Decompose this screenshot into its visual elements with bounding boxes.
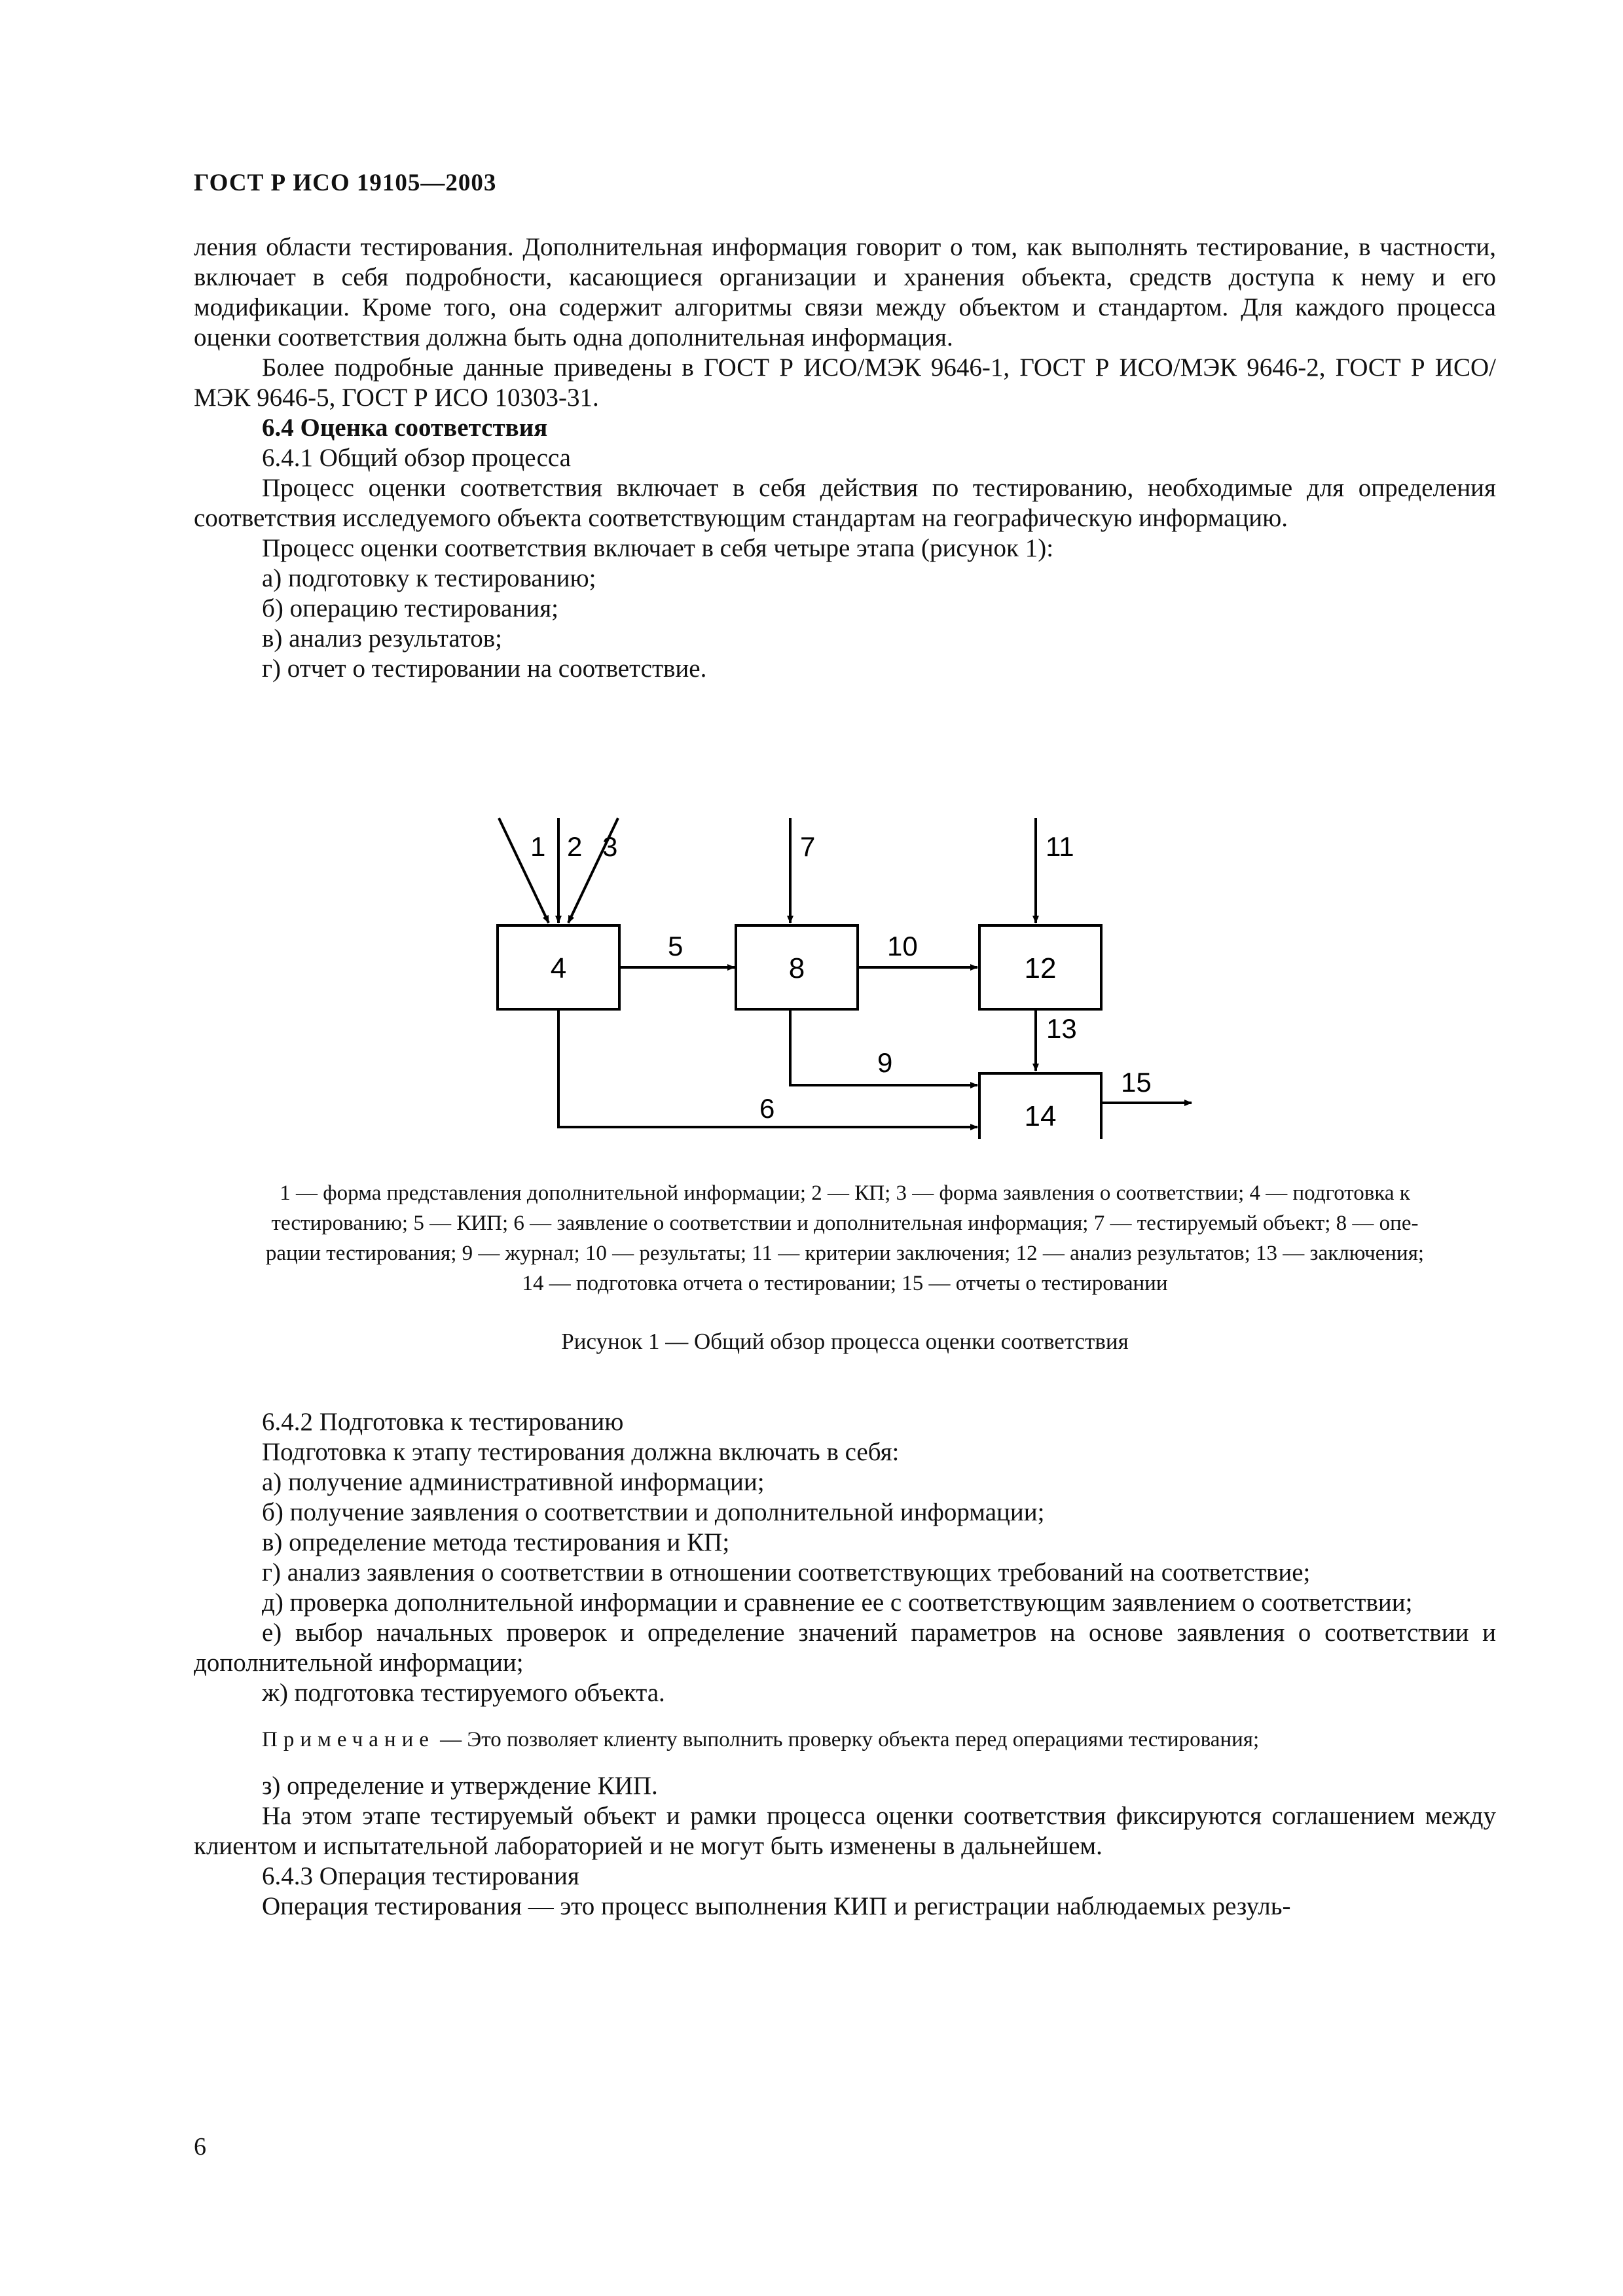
list-item: б) получение заявления о соответствии и дополнительной информации;: [262, 1498, 1045, 1526]
paragraph: Процесс оценки соответствия включает в себя четыре этапа (рисунок 1):: [262, 534, 1054, 562]
list-item: е) выбор начальных проверок и определение значений параметров на основе заявления о соответствии и дополнительной информации;: [194, 1619, 1496, 1677]
list-item: а) подготовку к тестированию;: [262, 564, 596, 592]
top-text-block: [194, 232, 1496, 684]
process-diagram: [458, 798, 1218, 1139]
list-item: в) анализ результатов;: [262, 624, 502, 653]
note-text: — Это позволяет клиенту выполнить проверку объекта перед операциями тестирования;: [434, 1728, 1260, 1751]
paragraph: На этом этапе тестируемый объект и рамки процесса оценки соответствия фиксируются соглашением между клиентом и испытательной лабораторией и не могут быть изменены в дальнейшем.: [194, 1802, 1496, 1860]
paragraph: Более подробные данные приведены в ГОСТ Р ИСО/МЭК 9646-1, ГОСТ Р ИСО/МЭК 9646-2, ГОСТ Р ИСО/МЭК 9646-5, ГОСТ Р ИСО 10303-31.: [194, 353, 1496, 412]
caption-line: 1 — форма представления дополнительной информации; 2 — КП; 3 — форма заявления о соответствии; 4 — подготовка к: [280, 1181, 1410, 1205]
label-9: 9: [877, 1047, 893, 1078]
box-14-label: 14: [1024, 1100, 1057, 1132]
caption-line: рации тестирования; 9 — журнал; 10 — результаты; 11 — критерии заключения; 12 — анализ результатов; 13 — заключения;: [265, 1242, 1425, 1265]
note: [194, 1725, 1496, 1754]
box-12-label: 12: [1024, 952, 1057, 984]
list-item: д) проверка дополнительной информации и сравнение ее с соответствующим заявлением о соответствии;: [262, 1588, 1413, 1617]
note-label: Примечание: [262, 1728, 435, 1751]
list-item: з) определение и утверждение КИП.: [262, 1772, 658, 1800]
label-13: 13: [1046, 1013, 1077, 1044]
paragraph: Операция тестирования — это процесс выполнения КИП и регистрации наблюдаемых резуль-: [262, 1892, 1291, 1920]
section-642-block: [194, 1407, 1496, 1922]
label-6: 6: [759, 1093, 775, 1124]
box-8-label: 8: [788, 952, 805, 984]
paragraph: Подготовка к этапу тестирования должна включать в себя:: [262, 1438, 900, 1466]
label-7: 7: [800, 831, 816, 862]
label-15: 15: [1121, 1067, 1152, 1098]
list-item: а) получение административной информации;: [262, 1468, 765, 1496]
label-10: 10: [887, 931, 918, 961]
list-item: в) определение метода тестирования и КП;: [262, 1528, 730, 1556]
list-item: б) операцию тестирования;: [262, 594, 558, 622]
caption-line: тестированию; 5 — КИП; 6 — заявление о соответствии и дополнительная информация; 7 — тестируемый объект; 8 — опе-: [271, 1211, 1419, 1235]
label-5: 5: [668, 931, 684, 961]
box-4-label: 4: [550, 952, 567, 984]
paragraph: ления области тестирования. Дополнительная информация говорит о том, как выполнять тестирование, в частности, включает в себя подробности, касающиеся организации и хранения объекта, средств доступа к нему и его модификации. Кроме того, она содержит алгоритмы связи между объектом и стандартом. Для каждого процесса оценки соответствия должна быть одна дополнительная информация.: [194, 233, 1496, 351]
label-1: 1: [530, 831, 546, 862]
document-header: ГОСТ Р ИСО 19105—2003: [194, 170, 497, 196]
label-11: 11: [1046, 831, 1074, 862]
paragraph: Процесс оценки соответствия включает в себя действия по тестированию, необходимые для определения соответствия исследуемого объекта соответствующим стандартам на географическую информацию.: [194, 474, 1496, 532]
subsection-title: 6.4.2 Подготовка к тестированию: [262, 1408, 624, 1436]
subsection-title: 6.4.3 Операция тестирования: [262, 1862, 579, 1890]
subsection-title: 6.4.1 Общий обзор процесса: [262, 444, 571, 472]
list-item: г) отчет о тестировании на соответствие.: [262, 655, 707, 683]
figure-caption: [194, 1178, 1496, 1299]
page-number: 6: [194, 2133, 206, 2161]
caption-line: 14 — подготовка отчета о тестировании; 15 — отчеты о тестировании: [522, 1272, 1168, 1295]
section-title: 6.4 Оценка соответствия: [262, 414, 548, 442]
label-2: 2: [567, 831, 583, 862]
list-item: г) анализ заявления о соответствии в отношении соответствующих требований на соответствие;: [262, 1558, 1311, 1587]
label-3: 3: [602, 831, 618, 862]
list-item: ж) подготовка тестируемого объекта.: [262, 1679, 665, 1707]
figure-title: Рисунок 1 — Общий обзор процесса оценки соответствия: [561, 1329, 1129, 1354]
